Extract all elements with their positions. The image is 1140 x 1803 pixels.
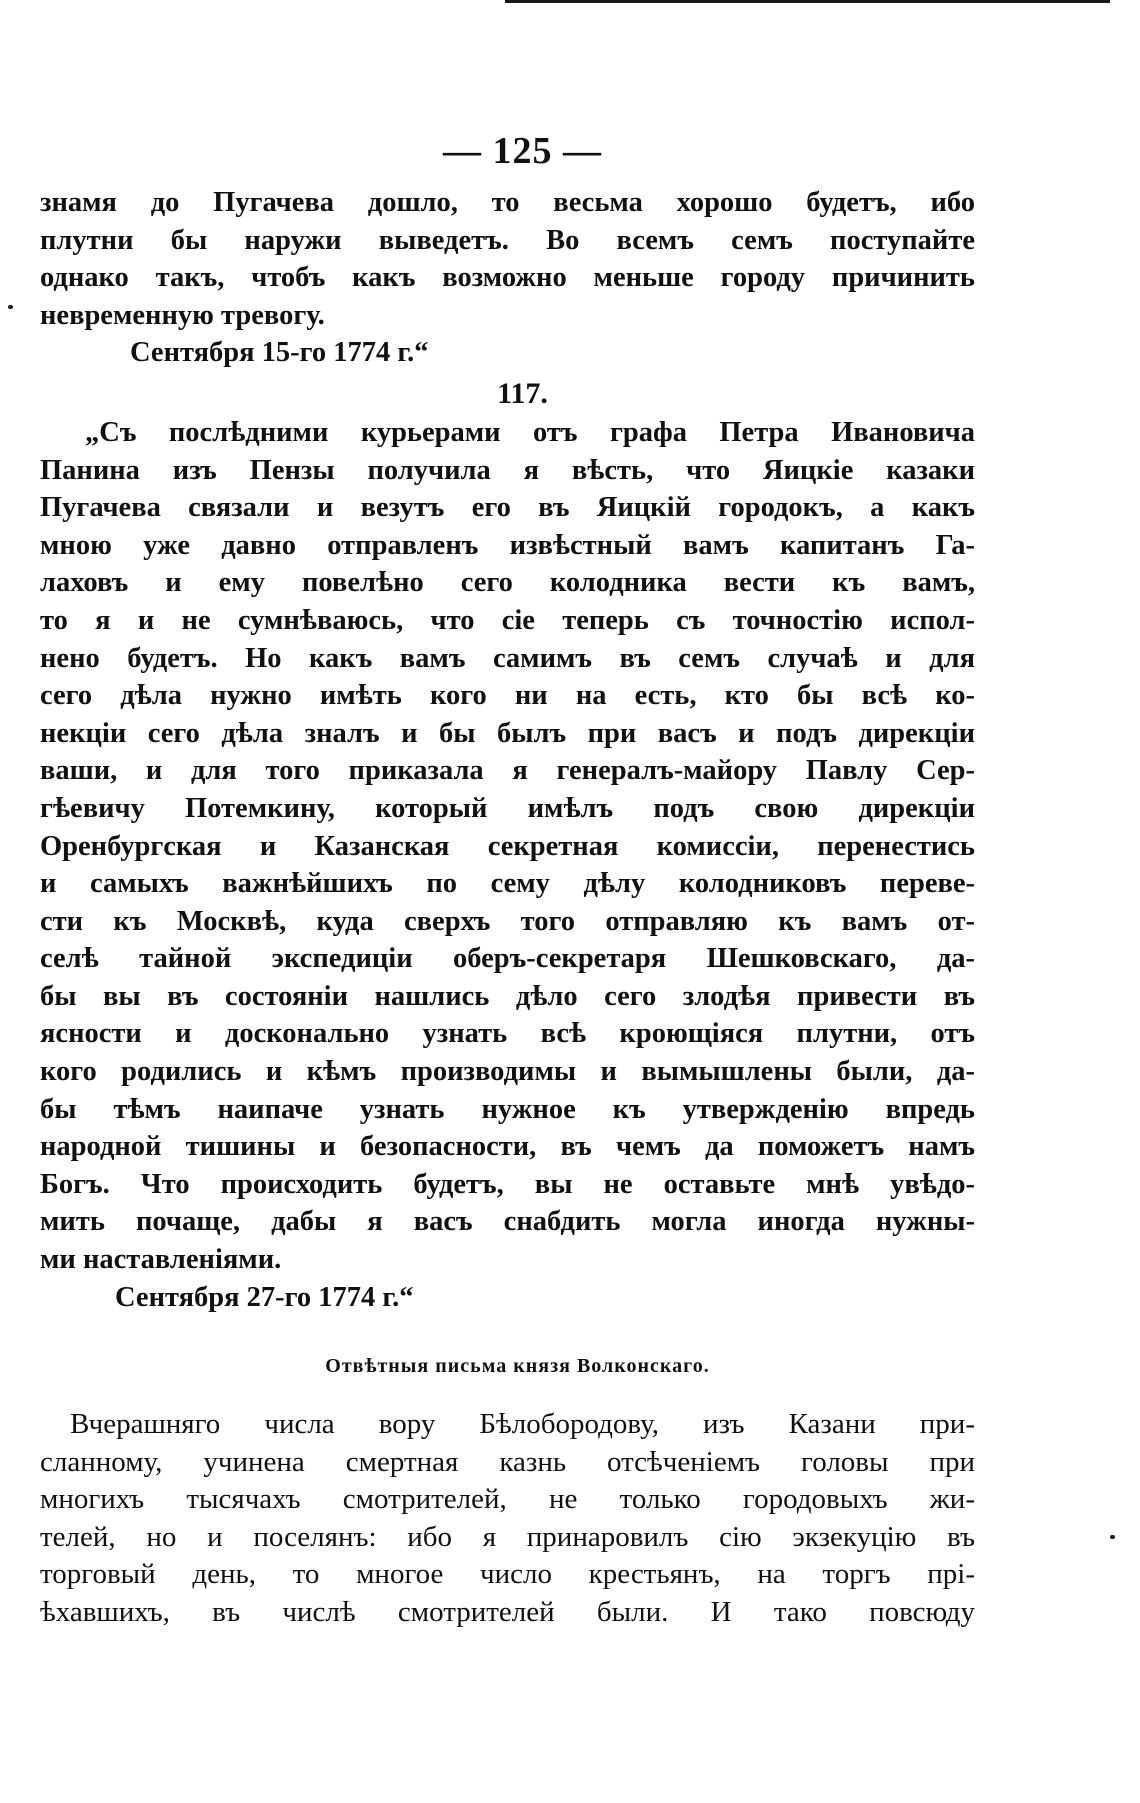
text-line: Вчерашняго числа вору Бѣлобородову, изъ Казани при- xyxy=(70,1408,975,1441)
text-line: то я и не сумнѣваюсь, что сіе теперь съ точностію испол- xyxy=(40,604,975,636)
text-line: сти къ Москвѣ, куда сверхъ того отправляю къ вамъ от- xyxy=(40,905,975,937)
text-line: „Съ послѣдними курьерами отъ графа Петра Ивановича xyxy=(85,416,975,448)
text-line: лаховъ и ему повелѣно сего колодника вести къ вамъ, xyxy=(40,567,975,599)
continuation-paragraph xyxy=(40,184,975,372)
text-line: ѣхавшихъ, въ числѣ смотрителей были. И тако повсюду xyxy=(40,1595,975,1628)
text-line: гѣевичу Потемкину, который имѣлъ подъ свою дирекціи xyxy=(40,792,975,824)
text-line: телей, но и поселянъ: ибо я принаровилъ сію экзекуцію въ xyxy=(40,1520,975,1553)
text-line: невременную тревогу. xyxy=(40,299,325,331)
text-line: и самыхъ важнѣйшихъ по сему дѣлу колодниковъ переве- xyxy=(40,868,975,900)
text-line: сланному, учинена смертная казнь отсѣченіемъ головы при xyxy=(40,1445,975,1478)
letter-number: 117. xyxy=(497,376,548,410)
text-line: мить почаще, дабы я васъ снабдить могла иногда нужны- xyxy=(40,1206,975,1238)
text-line: ясности и досконально узнать всѣ кроющіяся плутни, отъ xyxy=(40,1018,975,1050)
text-line: народной тишины и безопасности, въ чемъ да поможетъ намъ xyxy=(40,1131,975,1163)
scan-speck xyxy=(8,305,13,309)
text-line: мною уже давно отправленъ извѣстный вамъ капитанъ Га- xyxy=(40,529,975,561)
letter-body xyxy=(40,414,975,1316)
text-line: сего дѣла нужно имѣть кого ни на есть, кто бы всѣ ко- xyxy=(40,680,975,712)
text-line: селѣ тайной экспедиціи оберъ-секретаря Шешковскаго, да- xyxy=(40,943,975,975)
text-line: Пугачева связали и везутъ его въ Яицкій городокъ, а какъ xyxy=(40,492,975,524)
text-line: кого родились и кѣмъ производимы и вымышлены были, да- xyxy=(40,1056,975,1088)
text-line: нено будетъ. Но какъ вамъ самимъ въ семъ случаѣ и для xyxy=(40,642,975,674)
book-page xyxy=(40,0,975,1631)
text-line: бы вы въ состояніи нашлись дѣло сего злодѣя привести въ xyxy=(40,980,975,1012)
text-line: многихъ тысячахъ смотрителей, не только городовыхъ жи- xyxy=(40,1483,975,1516)
text-line: однако такъ, чтобъ какъ возможно меньше городу причинить xyxy=(40,262,975,294)
text-line: Богъ. Что происходить будетъ, вы не оставьте мнѣ увѣдо- xyxy=(40,1168,975,1200)
text-line: некціи сего дѣла зналъ и бы былъ при васъ и подъ дирекціи xyxy=(40,717,975,749)
letter-date-signature: Сентября 15-го 1774 г.“ xyxy=(130,337,429,369)
text-line: ваши, и для того приказала я генералъ-майору Павлу Сер- xyxy=(40,755,975,787)
text-line: торговый день, то многое число крестьянъ, на торгъ прі- xyxy=(40,1558,975,1591)
text-line: Панина изъ Пензы получила я вѣсть, что Яицкіе казаки xyxy=(40,454,975,486)
scan-speck xyxy=(1110,1535,1115,1539)
text-line: плутни бы наружи выведетъ. Во всемъ семъ поступайте xyxy=(40,224,975,256)
section-heading: Отвѣтныя письма князя Волконскаго. xyxy=(325,1355,710,1378)
text-line: знамя до Пугачева дошло, то весьма хорошо будетъ, ибо xyxy=(40,187,975,218)
text-line: бы тѣмъ наипаче узнать нужное къ утвержденію впредь xyxy=(40,1093,975,1125)
text-line: ми наставленіями. xyxy=(40,1244,282,1276)
letter-date-signature: Сентября 27-го 1774 г.“ xyxy=(115,1281,414,1313)
reply-paragraph xyxy=(40,1406,975,1631)
text-line: Оренбургская и Казанская секретная комиссіи, перенестись xyxy=(40,830,975,862)
page-number: — 125 — xyxy=(443,130,602,172)
